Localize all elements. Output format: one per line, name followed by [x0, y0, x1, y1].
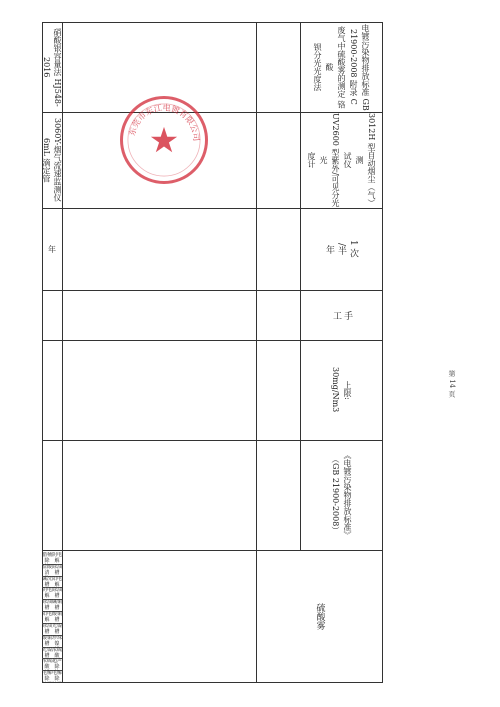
method-frequency-text: 1 次 /半 年 [324, 240, 358, 258]
process-list-item: 除油槽 [42, 599, 52, 612]
table-border-bottom [42, 682, 382, 683]
process-list-item: 酸铜槽 [52, 611, 62, 623]
process-list-item: 除油槽 [52, 587, 62, 600]
monitoring-mode-text: 手 工 [331, 310, 352, 320]
process-list-item: 除油槽 [42, 622, 52, 635]
table-border-right [382, 22, 383, 683]
process-list-item: 除油槽 [52, 563, 62, 576]
method-text: 电镀污染物排放标准 GB 21900-2008 附录 C 废气中硫酸雾的测定 铬酸 钡分光光度法 [313, 23, 370, 111]
process-list-item: 阴电解 [42, 587, 52, 600]
process-list-item: 电解除 [42, 670, 52, 682]
process-list-item: 光镍槽 [52, 622, 62, 635]
process-list-item: 电解除 [52, 670, 62, 682]
pollutant-name-text: 硫酸雾 [314, 602, 325, 630]
process-list-item: 盐酸清 [42, 563, 52, 576]
process-list-item: 阴电解 [52, 552, 62, 564]
emission-standard-text: 《电镀污染物排放标准》 （GB 21900-2008） [331, 451, 352, 539]
process-list-item: 超声除 [52, 658, 62, 671]
process-list-item: 浓硫酸 [52, 646, 62, 659]
instrument-text: 3060Y-烟气流速监测仪 6mL 滴定管 [42, 118, 62, 202]
page-number: 第 14 页 [448, 370, 456, 398]
process-list-item: 酸铜槽 [42, 634, 52, 647]
emission-limit-text: 上限: 30mg/Nm3 [331, 367, 352, 413]
process-list-item: 光镍槽 [42, 646, 52, 659]
company-seal-graphic [123, 99, 205, 181]
seal-star-icon [151, 127, 177, 152]
process-list-item: 阳电解 [52, 575, 62, 588]
svg-text:东莞市东江电镀有限公司: 东莞市东江电镀有限公司 [126, 102, 202, 142]
process-list-item: 珍珠镍 [52, 634, 62, 647]
frequency-text: 年 [47, 245, 57, 253]
company-seal [120, 96, 208, 184]
process-list-item: 浓硫酸 [42, 658, 52, 671]
process-list-item: 阳电解 [42, 611, 52, 623]
standard-method-text: 硝酸银容量法 HJ548-2016 [42, 27, 62, 107]
process-list-item: 猎桶除 [42, 552, 52, 564]
method-instrument-text: 3012H 型自动烟尘（气）测 试仪 UV2600 型紫外/可见分光光 度计 [307, 112, 376, 208]
process-list-item: 碱洗槽 [42, 575, 52, 588]
process-list-item: 碱铜槽 [52, 599, 62, 612]
